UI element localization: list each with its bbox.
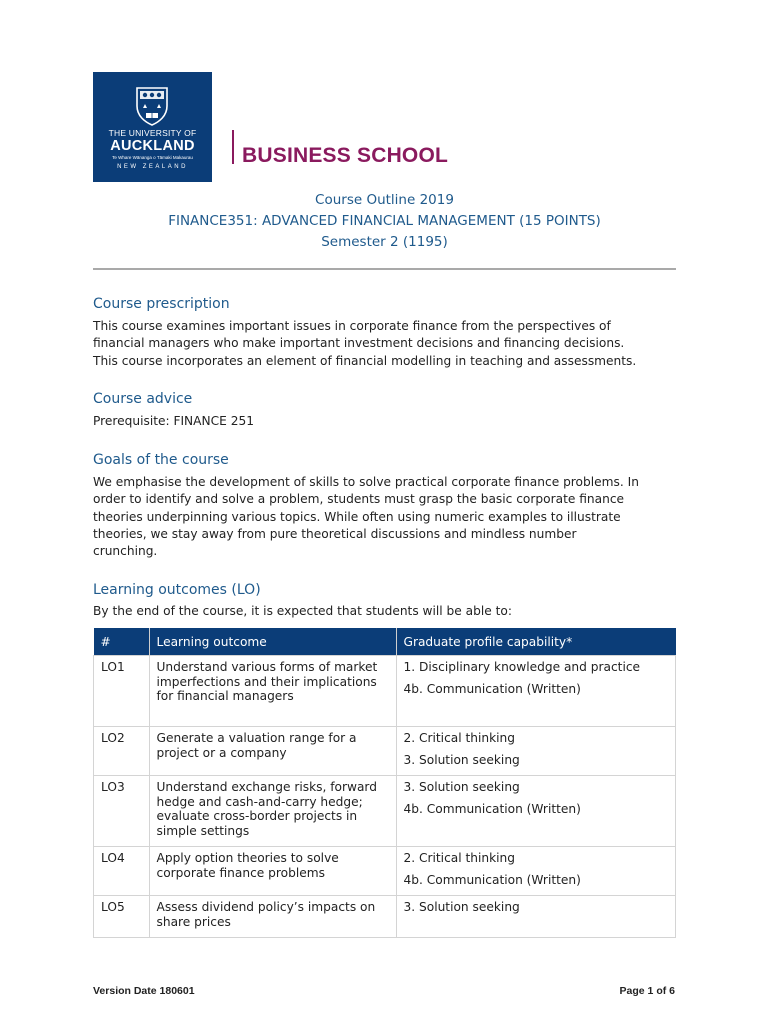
lo-id: LO3 [94, 776, 150, 847]
lo-id: LO2 [94, 727, 150, 776]
capability-item: 3. Solution seeking [403, 780, 520, 794]
course-outline-year: Course Outline 2019 [315, 192, 454, 208]
outcomes-intro: By the end of the course, it is expected that students will be able to: [93, 604, 512, 618]
capability-item: 2. Critical thinking [403, 731, 516, 745]
logo-line-3: Te Whare Wānanga o Tāmaki Makaurau [112, 155, 193, 160]
page-number: Page 1 of 6 [619, 985, 675, 997]
outcomes-heading: Learning outcomes (LO) [93, 582, 261, 598]
crest-icon [135, 86, 169, 126]
semester: Semester 2 (1195) [321, 234, 448, 250]
lo-outcome: Apply option theories to solve corporate finance problems [149, 847, 396, 896]
school-divider [232, 130, 234, 164]
version-date: Version Date 180601 [93, 985, 195, 997]
goals-text: We emphasise the development of skills to solve practical corporate finance problems. In order to identify and solve a problem, students must grasp the basic corporate finance theories underpinning various topics. While often using numeric examples to illustrate theories, we stay away from pure theoretical discussions and mindless number crunching. [93, 475, 639, 559]
table-row [94, 776, 676, 847]
prescription-text: This course examines important issues in corporate finance from the perspectives of financial managers who make important investment decisions and financing decisions. This course incorporates an element of financial modelling in teaching and assessments. [93, 319, 637, 368]
lo-outcome: Assess dividend policy’s impacts on share prices [149, 896, 396, 938]
advice-heading: Course advice [93, 391, 193, 407]
lo-capabilities [396, 656, 676, 727]
capability-item: 4b. Communication (Written) [403, 873, 581, 887]
lo-id: LO4 [94, 847, 150, 896]
course-title: FINANCE351: ADVANCED FINANCIAL MANAGEMENT (15 POINTS) [168, 213, 601, 229]
capability-item: 1. Disciplinary knowledge and practice [403, 660, 641, 674]
lo-capabilities [396, 896, 676, 938]
capability-item: 3. Solution seeking [403, 753, 520, 767]
capability-item: 2. Critical thinking [403, 851, 516, 865]
capability-item: 3. Solution seeking [403, 900, 520, 914]
table-row [94, 896, 676, 938]
table-header-row [94, 628, 676, 656]
logo-line-4: NEW ZEALAND [117, 164, 188, 170]
lo-outcome: Generate a valuation range for a project or a company [149, 727, 396, 776]
capability-item: 4b. Communication (Written) [403, 682, 581, 696]
header-rule [93, 268, 676, 270]
capability-item: 4b. Communication (Written) [403, 802, 581, 816]
lo-id: LO1 [94, 656, 150, 727]
university-logo [93, 72, 212, 182]
table-row [94, 727, 676, 776]
logo-line-2: AUCKLAND [110, 138, 195, 154]
lo-capabilities [396, 776, 676, 847]
lo-id: LO5 [94, 896, 150, 938]
advice-text: Prerequisite: FINANCE 251 [93, 414, 254, 428]
col-header-outcome: Learning outcome [149, 628, 396, 656]
lo-outcome: Understand various forms of market imperfections and their implications for financial managers [149, 656, 396, 727]
table-row [94, 656, 676, 727]
school-title: BUSINESS SCHOOL [242, 144, 449, 167]
table-row [94, 847, 676, 896]
col-header-capability: Graduate profile capability* [396, 628, 676, 656]
learning-outcomes-table [93, 628, 676, 938]
col-header-number: # [94, 628, 150, 656]
logo-line-1: THE UNIVERSITY OF [108, 128, 197, 138]
lo-capabilities [396, 727, 676, 776]
lo-capabilities [396, 847, 676, 896]
lo-outcome: Understand exchange risks, forward hedge and cash-and-carry hedge; evaluate cross-border projects in simple settings [149, 776, 396, 847]
goals-heading: Goals of the course [93, 452, 229, 468]
prescription-heading: Course prescription [93, 296, 230, 312]
